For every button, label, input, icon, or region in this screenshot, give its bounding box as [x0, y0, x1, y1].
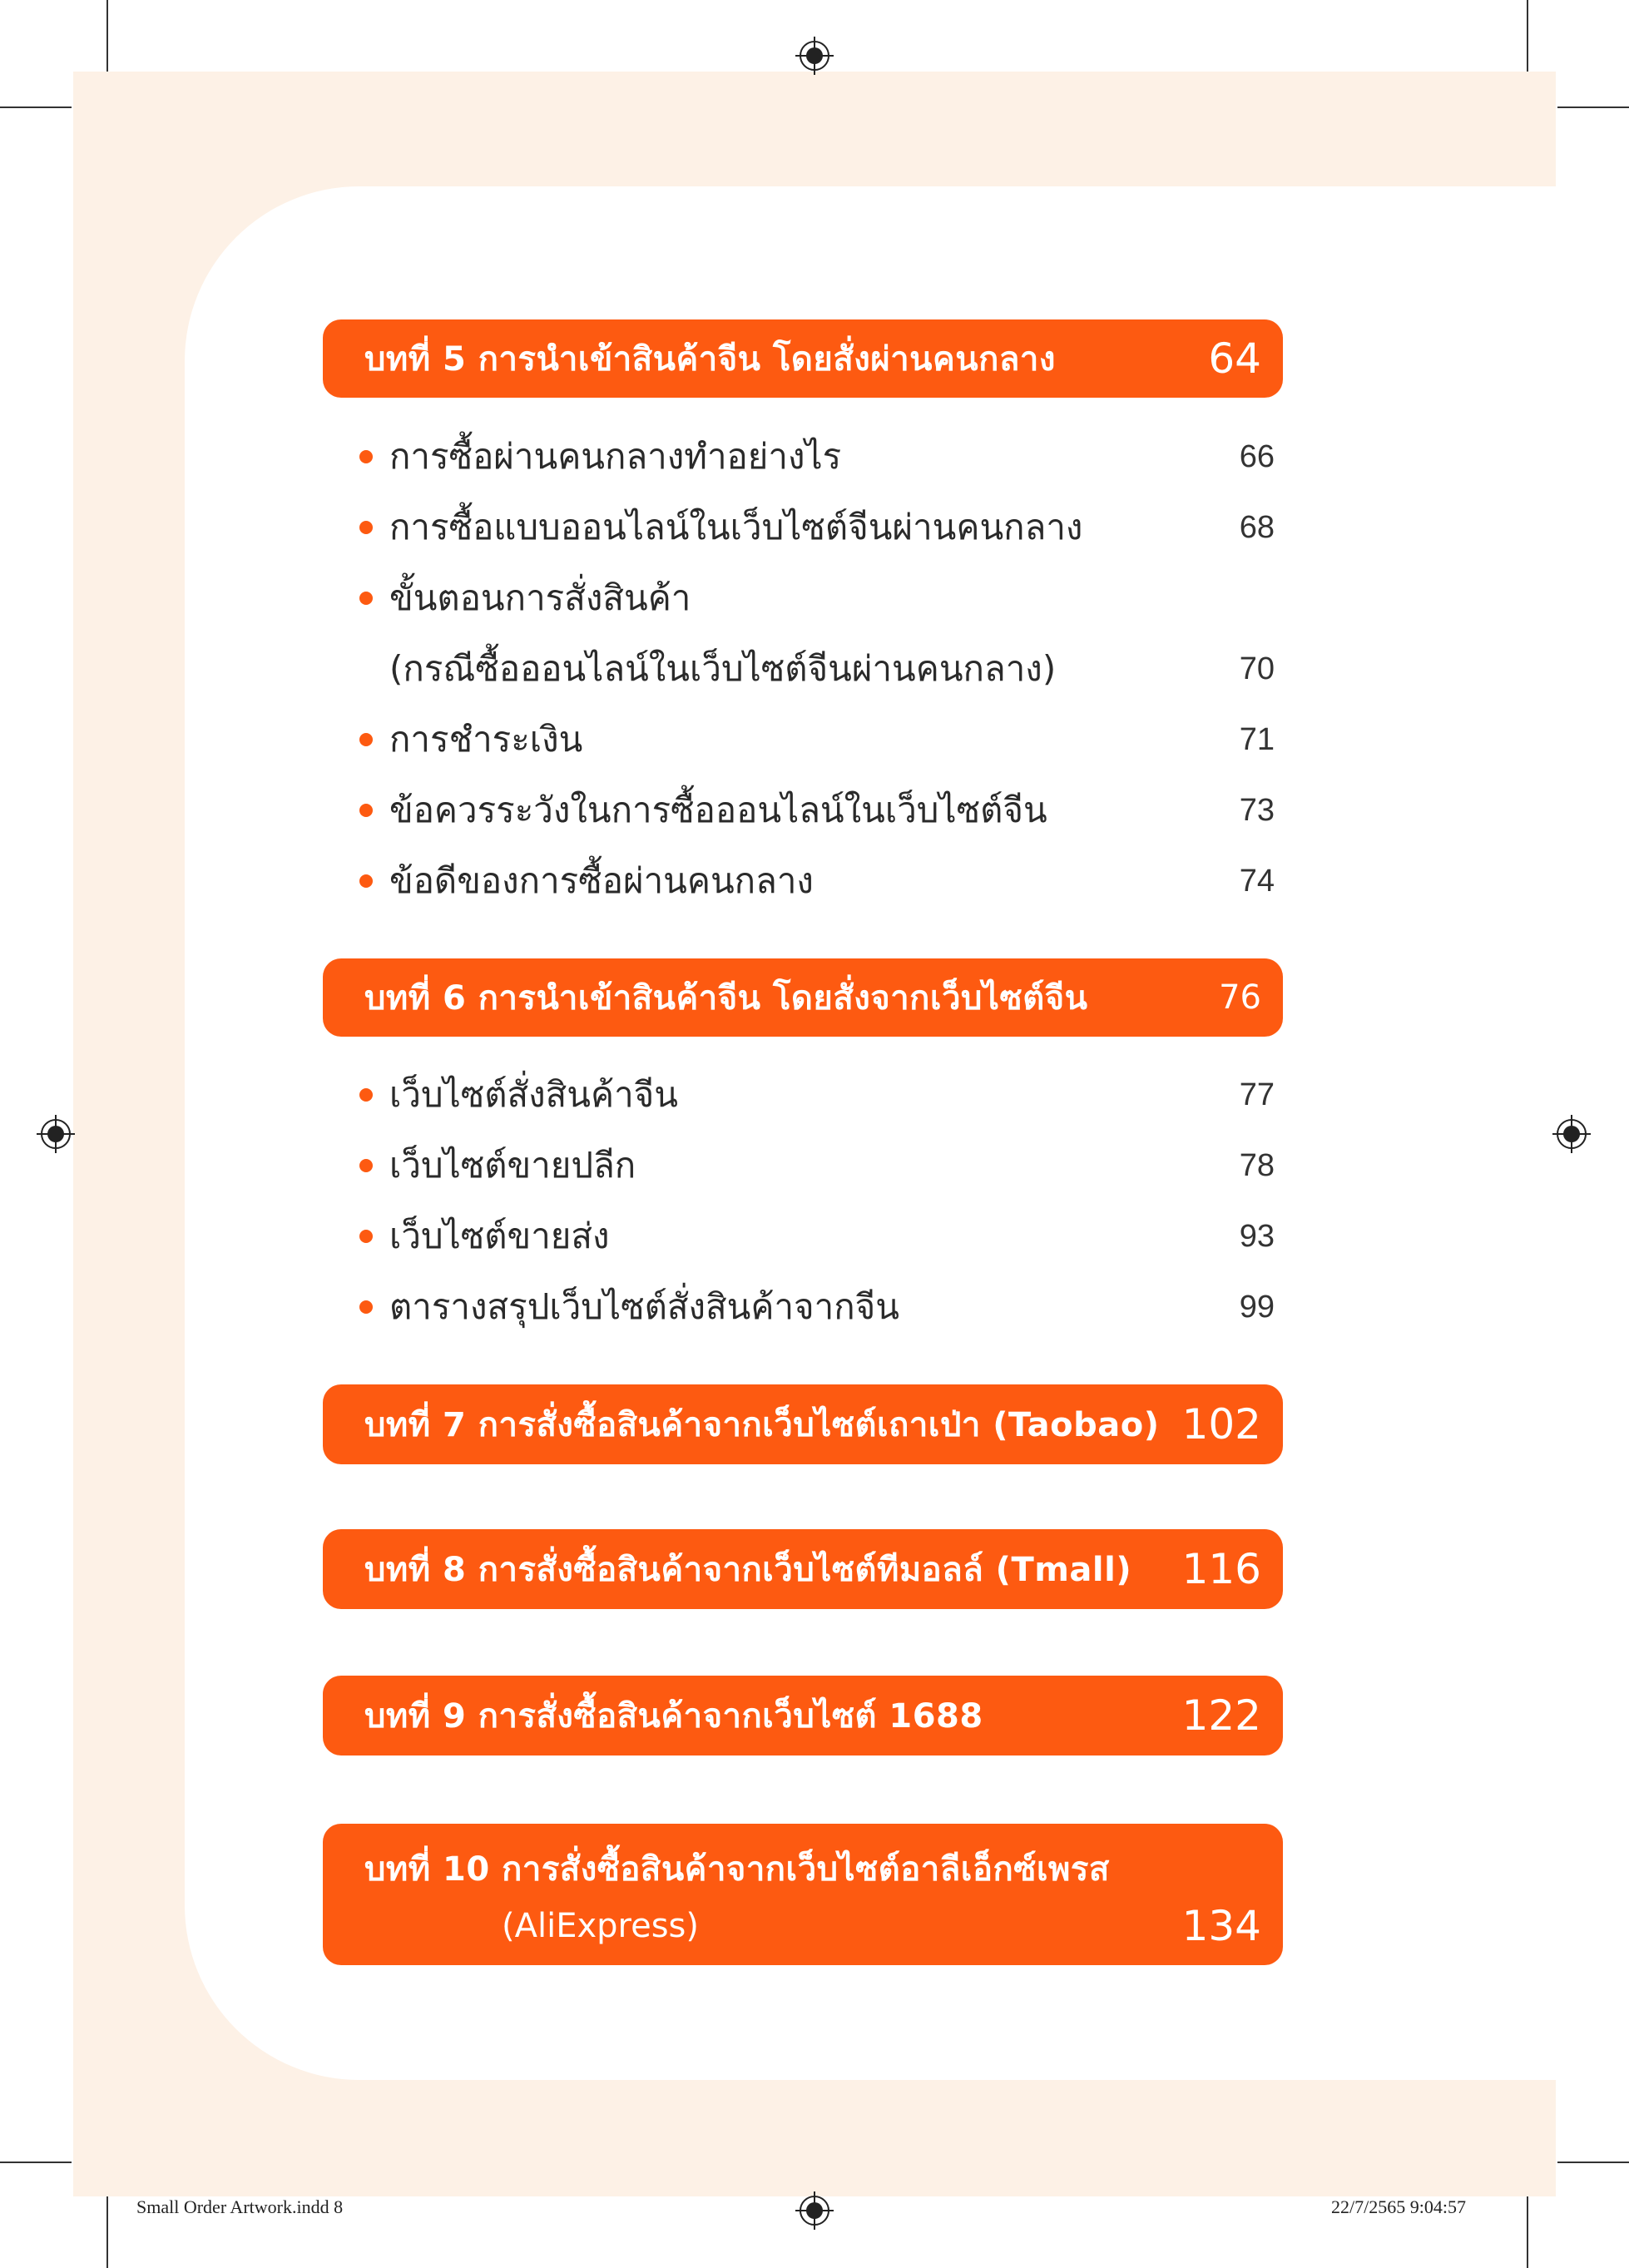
- toc-page-number: 77: [1239, 1077, 1275, 1112]
- toc-page-number: 68: [1239, 509, 1275, 545]
- bullet-icon: [359, 592, 373, 605]
- bullet-icon: [359, 521, 373, 534]
- chapter-page-number: 134: [1181, 1902, 1261, 1950]
- bullet-icon: [359, 1230, 373, 1243]
- toc-entry-text: ขั้นตอนการสั่งสินค้า: [389, 577, 691, 618]
- chapter-subtitle: (AliExpress): [502, 1907, 699, 1945]
- toc-entry[interactable]: [359, 1141, 1275, 1191]
- bullet-icon: [359, 804, 373, 817]
- toc-entry-text: การซื้อผ่านคนกลางทำอย่างไร: [389, 436, 842, 477]
- toc-entry-text: การซื้อแบบออนไลน์ในเว็บไซต์จีนผ่านคนกลาง: [389, 507, 1083, 547]
- registration-mark-icon: [795, 2191, 834, 2230]
- chapter-heading[interactable]: [323, 1529, 1283, 1609]
- toc-entry-text: ข้อควรระวังในการซื้อออนไลน์ในเว็บไซต์จีน: [389, 790, 1047, 830]
- toc-entry[interactable]: [359, 573, 1275, 623]
- chapter-page-number: 76: [1219, 978, 1261, 1017]
- toc-entry-text: ข้อดีของการซื้อผ่านคนกลาง: [389, 860, 814, 901]
- crop-mark: [1527, 2196, 1528, 2268]
- chapter-title: บทที่ 10 การสั่งซื้อสินค้าจากเว็บไซต์อาลีเอ็กซ์เพรส: [364, 1850, 1110, 1889]
- chapter-heading[interactable]: [323, 1824, 1283, 1965]
- chapter-title: บทที่ 6 การนำเข้าสินค้าจีน โดยสั่งจากเว็บไซต์จีน: [364, 979, 1088, 1018]
- registration-mark-icon: [795, 37, 834, 75]
- bullet-icon: [359, 1088, 373, 1102]
- toc-entry[interactable]: [359, 715, 1275, 765]
- toc-entry-text: (กรณีซื้อออนไลน์ในเว็บไซต์จีนผ่านคนกลาง): [389, 648, 1057, 689]
- crop-mark: [0, 2162, 72, 2163]
- chapter-page-number: 64: [1208, 334, 1261, 383]
- toc-page-number: 93: [1239, 1218, 1275, 1254]
- slug-filename: Small Order Artwork.indd 8: [136, 2196, 344, 2217]
- bullet-icon: [359, 1300, 373, 1314]
- crop-mark: [106, 0, 108, 72]
- toc-entry[interactable]: [359, 1070, 1275, 1120]
- chapter-title: บทที่ 8 การสั่งซื้อสินค้าจากเว็บไซต์ทีมอลล์ (Tmall): [364, 1551, 1132, 1589]
- chapter-title: บทที่ 5 การนำเข้าสินค้าจีน โดยสั่งผ่านคนกลาง: [364, 340, 1056, 379]
- toc-page-number: 71: [1239, 721, 1275, 757]
- chapter-title: บทที่ 7 การสั่งซื้อสินค้าจากเว็บไซต์เถาเป่า (Taobao): [364, 1406, 1160, 1444]
- bullet-icon: [359, 733, 373, 746]
- chapter-heading[interactable]: [323, 958, 1283, 1037]
- chapter-heading[interactable]: [323, 1384, 1283, 1464]
- toc-entry-text: เว็บไซต์ขายส่ง: [389, 1216, 610, 1256]
- toc-page-number: 70: [1239, 651, 1275, 686]
- chapter-title: บทที่ 9 การสั่งซื้อสินค้าจากเว็บไซต์ 1688: [364, 1697, 983, 1736]
- toc-entry[interactable]: [359, 503, 1275, 552]
- crop-mark: [0, 106, 72, 108]
- bullet-icon: [359, 874, 373, 888]
- toc-entry-text: ตารางสรุปเว็บไซต์สั่งสินค้าจากจีน: [389, 1286, 899, 1327]
- toc-entry[interactable]: [359, 785, 1275, 835]
- crop-mark: [1557, 106, 1629, 108]
- chapter-page-number: 122: [1181, 1691, 1261, 1740]
- toc-entry-text: เว็บไซต์ขายปลีก: [389, 1145, 636, 1186]
- bullet-icon: [359, 1159, 373, 1172]
- toc-entry-text: เว็บไซต์สั่งสินค้าจีน: [389, 1074, 678, 1115]
- toc-entry[interactable]: [359, 856, 1275, 906]
- chapter-page-number: 102: [1181, 1400, 1261, 1448]
- chapter-heading[interactable]: [323, 319, 1283, 398]
- chapter-page-number: 116: [1181, 1545, 1261, 1593]
- crop-mark: [106, 2196, 108, 2268]
- bullet-icon: [359, 450, 373, 463]
- crop-mark: [1557, 2162, 1629, 2163]
- slug-timestamp: 22/7/2565 9:04:57: [1331, 2196, 1466, 2217]
- toc-entry[interactable]: [359, 432, 1275, 482]
- toc-entry[interactable]: [359, 1282, 1275, 1332]
- toc-page-number: 73: [1239, 792, 1275, 828]
- toc-entry-text: การชำระเงิน: [389, 719, 583, 760]
- registration-mark-icon: [1552, 1115, 1591, 1153]
- toc-page-number: 78: [1239, 1147, 1275, 1183]
- chapter-heading[interactable]: [323, 1676, 1283, 1755]
- crop-mark: [1527, 0, 1528, 72]
- toc-page-number: 74: [1239, 863, 1275, 899]
- toc-entry[interactable]: [359, 1211, 1275, 1261]
- toc-entry-continued[interactable]: [359, 644, 1275, 694]
- toc-page-number: 66: [1239, 438, 1275, 474]
- toc-page-number: 99: [1239, 1289, 1275, 1325]
- registration-mark-icon: [37, 1115, 75, 1153]
